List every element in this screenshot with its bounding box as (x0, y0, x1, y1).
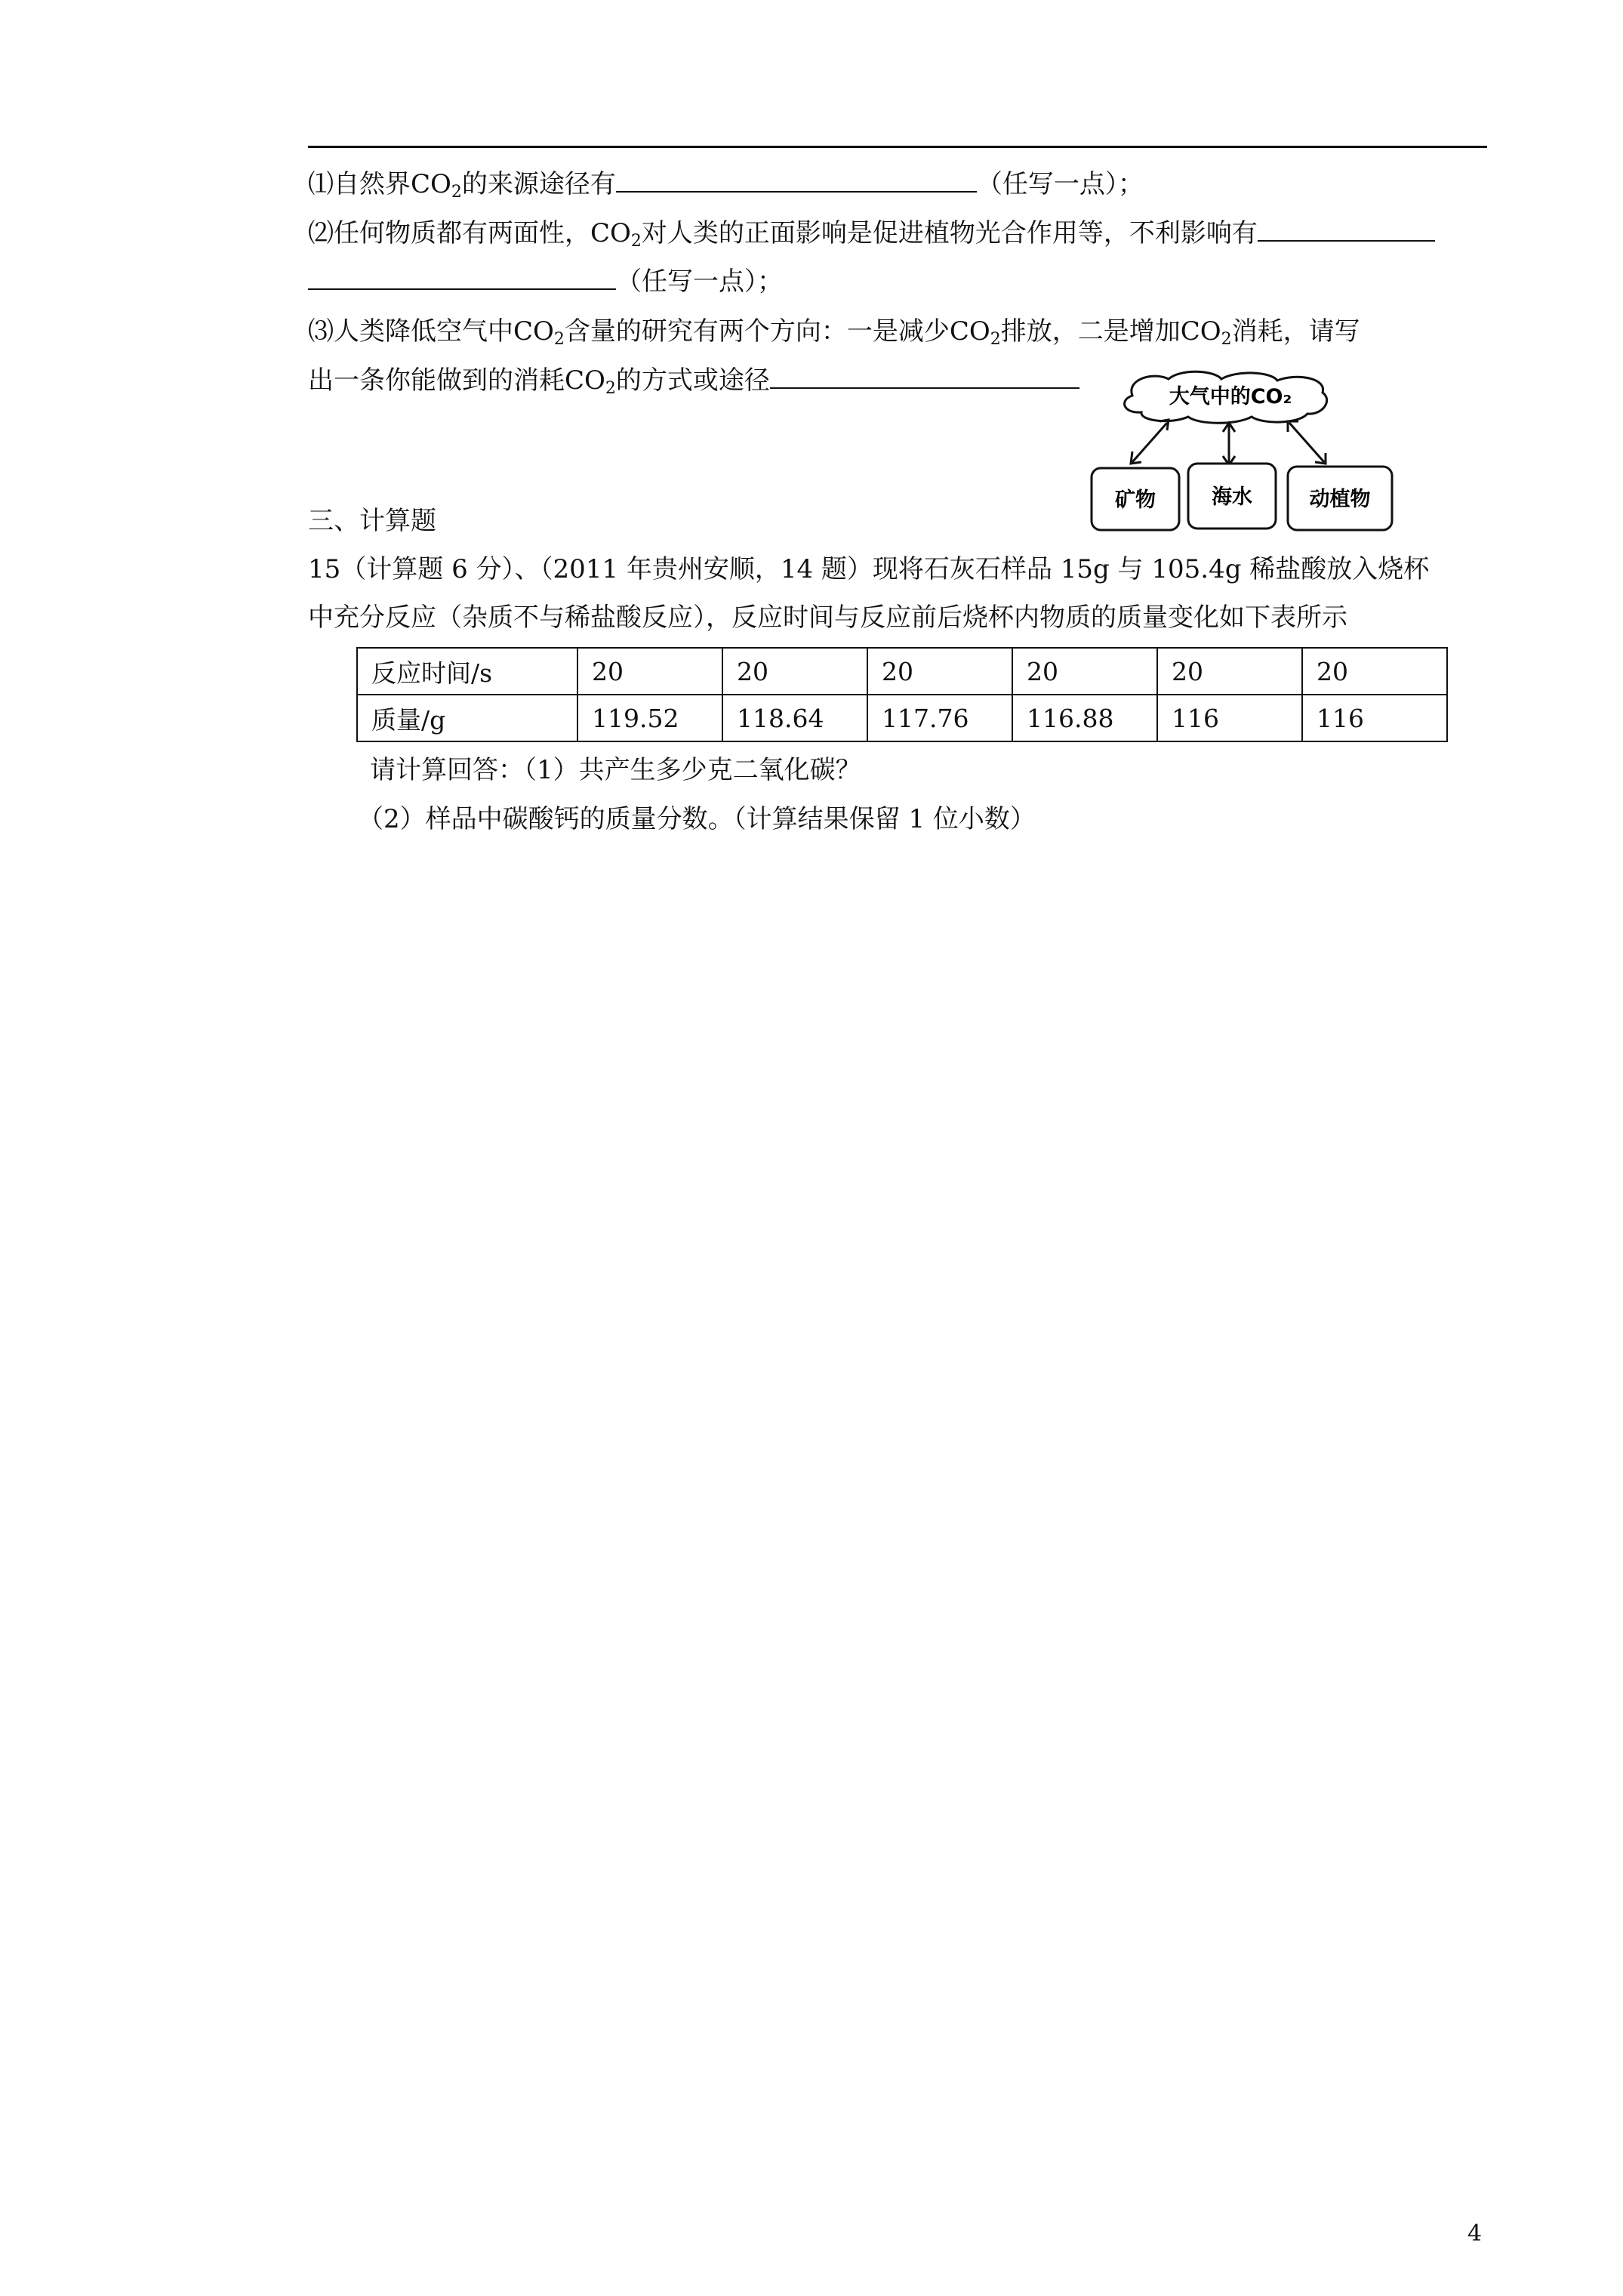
table-cell: 20 (1157, 648, 1302, 695)
co2-formula: CO (513, 316, 554, 347)
box-animals-plants-label: 动植物 (1309, 488, 1371, 511)
table-row (357, 648, 1447, 695)
table-cell: 20 (867, 648, 1012, 695)
answer-blank-1[interactable] (616, 168, 977, 193)
problem-line-2: 中充分反应（杂质不与稀盐酸反应），反应时间与反应前后烧杯内物质的质量变化如下表所示 (308, 603, 1347, 633)
table-cell: 118.64 (722, 695, 867, 741)
answer-blank-2a[interactable] (1258, 217, 1435, 242)
sub-question-2: （2）样品中碳酸钙的质量分数。（计算结果保留 1 位小数） (358, 804, 1036, 834)
cloud-label: 大气中的CO₂ (1169, 385, 1292, 408)
table-row (357, 695, 1447, 741)
table-cell: 20 (577, 648, 722, 695)
q2-suffix: （任写一点）； (616, 267, 783, 297)
q1-suffix: （任写一点）； (976, 169, 1144, 199)
data-table (356, 647, 1448, 742)
question-1 (308, 168, 1144, 209)
co2-formula: CO (411, 169, 451, 199)
table-cell: 117.76 (867, 695, 1012, 741)
answer-blank-2b[interactable] (308, 266, 616, 290)
table-cell: 116.88 (1012, 695, 1157, 741)
table-cell: 反应时间/s (357, 648, 577, 695)
section-title: 三、计算题 (308, 506, 436, 536)
co2-subscript: 2 (1221, 330, 1232, 349)
co2-subscript: 2 (630, 232, 642, 251)
box-minerals-label: 矿物 (1115, 488, 1156, 512)
co2-subscript: 2 (990, 330, 1001, 349)
question-3-line-1 (308, 315, 1360, 356)
co2-formula: CO (565, 365, 605, 396)
q3-text-a: ⑶人类降低空气中 (308, 316, 513, 347)
q1-prefix: ⑴自然界 (308, 169, 411, 199)
co2-formula: CO (949, 316, 990, 347)
table-cell: 119.52 (577, 695, 722, 741)
co2-subscript: 2 (605, 379, 616, 398)
question-3-line-2 (308, 364, 1079, 405)
co2-formula: CO (1180, 316, 1221, 347)
q3-text-c: 排放，二是增加 (1000, 316, 1181, 347)
q1-text: 的来源途径有 (461, 169, 616, 199)
table-cell: 116 (1157, 695, 1302, 741)
header-rule (308, 146, 1487, 148)
question-2-line-2 (308, 265, 783, 298)
table-cell: 20 (1012, 648, 1157, 695)
double-arrow-icon (1131, 420, 1169, 464)
table-cell: 116 (1302, 695, 1447, 741)
q2-text: 对人类的正面影响是促进植物光合作用等，不利影响有 (641, 218, 1258, 248)
q3-text-e: 出一条你能做到的消耗 (308, 365, 565, 396)
q3-text-b: 含量的研究有两个方向：一是减少 (564, 316, 950, 347)
co2-formula: CO (590, 218, 631, 248)
q2-prefix: ⑵任何物质都有两面性， (308, 218, 590, 248)
box-seawater-label: 海水 (1212, 485, 1252, 509)
q3-text-f: 的方式或途径 (615, 365, 770, 396)
double-arrow-icon (1288, 421, 1326, 464)
answer-blank-3[interactable] (770, 365, 1079, 389)
table-cell: 20 (1302, 648, 1447, 695)
problem-line-1: 15（计算题 6 分）、（2011 年贵州安顺，14 题）现将石灰石样品 15g 与 105.4g 稀盐酸放入烧杯 (308, 554, 1430, 584)
question-2-line-1 (308, 217, 1435, 258)
carbon-cycle-diagram (1087, 368, 1404, 535)
table-cell: 20 (722, 648, 867, 695)
sub-question-1: 请计算回答：（1）共产生多少克二氧化碳？ (370, 755, 861, 785)
double-arrow-icon (1223, 423, 1235, 465)
co2-subscript: 2 (451, 183, 462, 202)
page-number: 4 (1467, 2220, 1483, 2247)
table-cell: 质量/g (357, 695, 577, 741)
co2-subscript: 2 (553, 330, 565, 349)
q3-text-d: 消耗，请写 (1231, 316, 1360, 347)
